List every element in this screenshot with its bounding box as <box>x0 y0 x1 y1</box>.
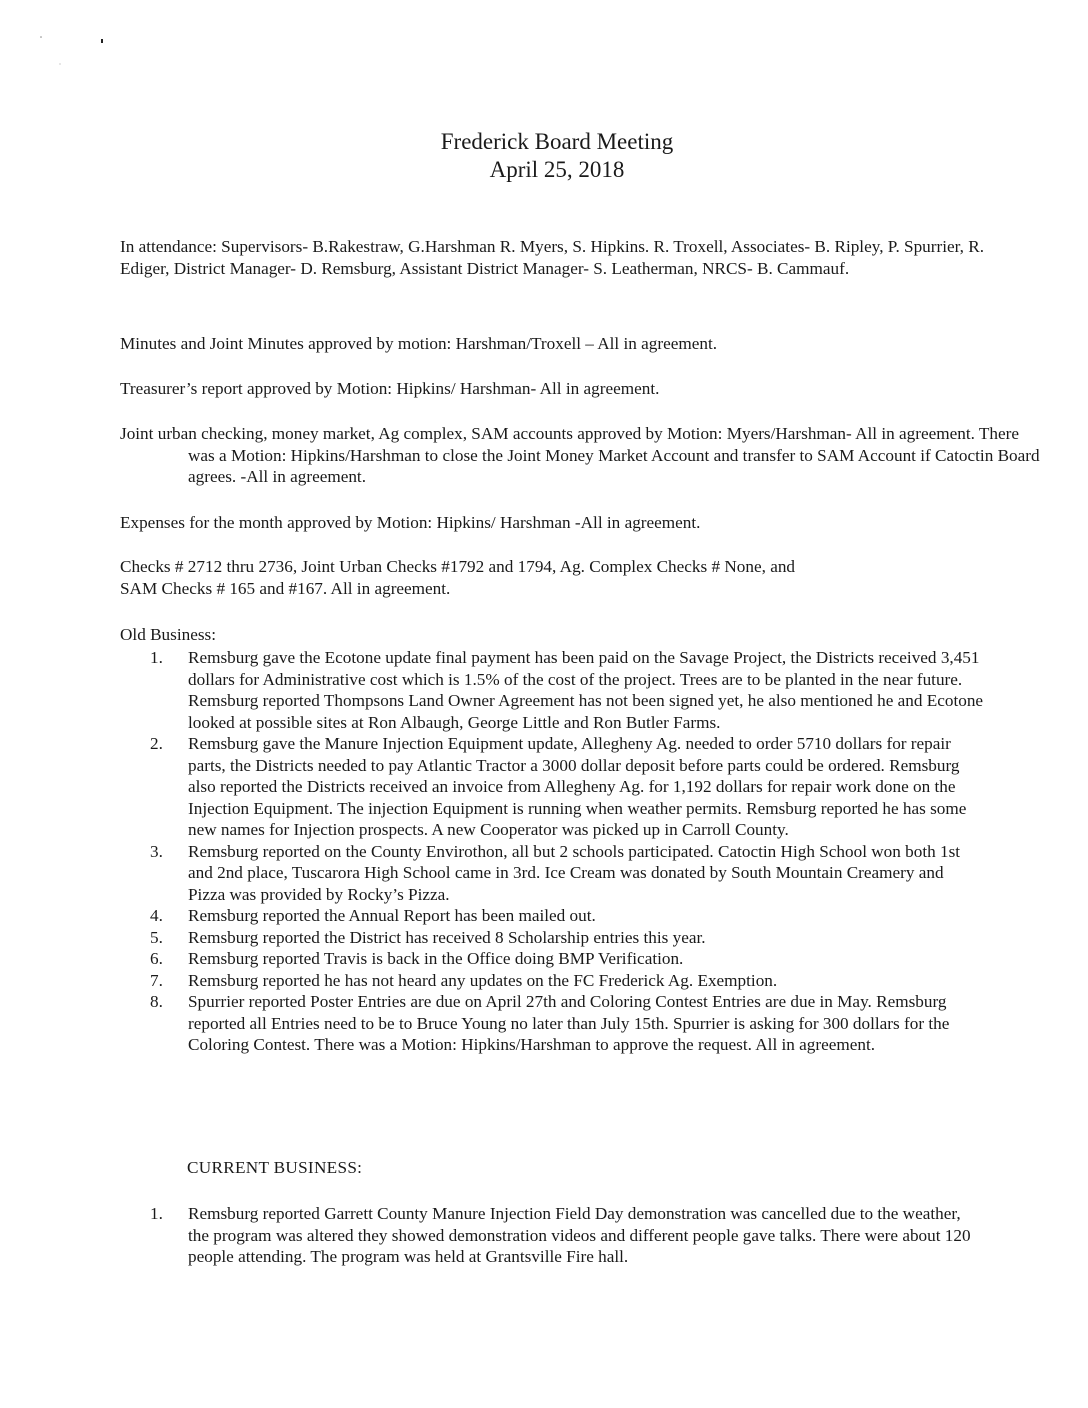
checks-line-1: Checks # 2712 thru 2736, Joint Urban Checks #1792 and 1794, Ag. Complex Checks # None, and <box>120 557 796 576</box>
item-number: 1. <box>150 648 163 667</box>
joint-urban-paragraph: Joint urban checking, money market, Ag complex, SAM accounts approved by Motion: Myers/Harshman- All in agreement. There was a Motion: Hipkins/Harshman to close the Joint Money Market Account and transfer to SAM Account if Catoctin Board agrees. -All in agreement. <box>120 424 1040 486</box>
item-number: 3. <box>150 841 163 861</box>
checks-line-2: SAM Checks # 165 and #167. All in agreement. <box>120 578 451 598</box>
checks-paragraph <box>120 556 1000 599</box>
item-number: 6. <box>150 949 163 968</box>
item-text: Remsburg reported he has not heard any updates on the FC Frederick Ag. Exemption. <box>188 970 778 990</box>
old-business-item <box>150 647 985 733</box>
old-business-item <box>150 991 985 1056</box>
minutes-paragraph: Minutes and Joint Minutes approved by motion: Harshman/Troxell – All in agreement. <box>120 334 718 353</box>
item-number: 5. <box>150 927 163 947</box>
old-business-item <box>150 948 985 970</box>
item-number: 7. <box>150 970 163 990</box>
current-business-item <box>150 1203 985 1268</box>
current-business-heading: CURRENT BUSINESS: <box>187 1158 363 1177</box>
old-business-item <box>150 733 985 841</box>
item-text: Remsburg reported on the County Envirothon, all but 2 schools participated. Catoctin High School won both 1st and 2nd place, Tuscarora High School came in 3rd. Ice Cream was donated by South Mountain Creamery and Pizza was provided by Rocky’s Pizza. <box>188 841 961 904</box>
treasurer-paragraph: Treasurer’s report approved by Motion: Hipkins/ Harshman- All in agreement. <box>120 379 660 398</box>
document-header <box>0 128 1088 184</box>
document-title: Frederick Board Meeting <box>440 129 674 154</box>
attendance-paragraph: In attendance: Supervisors- B.Rakestraw, G.Harshman R. Myers, S. Hipkins. R. Troxell, Associates- B. Ripley, P. Spurrier, R. Ediger, District Manager- D. Remsburg, Assistant District Manager- S. Leatherman, NRCS- B. Cammauf. <box>120 237 985 278</box>
item-number: 2. <box>150 734 163 753</box>
old-business-item <box>150 970 985 992</box>
old-business-item <box>150 927 985 949</box>
item-text: Remsburg reported the Annual Report has been mailed out. <box>188 906 596 925</box>
old-business-heading: Old Business: <box>120 625 216 644</box>
current-business-list <box>150 1203 985 1268</box>
old-business-item <box>150 841 985 906</box>
item-text: Spurrier reported Poster Entries are due on April 27th and Coloring Contest Entries are due in May. Remsburg reported all Entries need to be to Bruce Young no later than July 15th. Spurrier is asking for 300 dollars for the Coloring Contest. There was a Motion: Hipkins/Harshman to approve the request. All in agreement. <box>188 992 950 1054</box>
scan-specks <box>0 0 140 80</box>
expenses-paragraph: Expenses for the month approved by Motion: Hipkins/ Harshman -All in agreement. <box>120 513 701 532</box>
document-date: April 25, 2018 <box>489 157 625 182</box>
item-number: 4. <box>150 906 163 925</box>
old-business-list <box>150 647 985 1056</box>
old-business-item <box>150 905 985 927</box>
item-text: Remsburg reported Garrett County Manure Injection Field Day demonstration was cancelled due to the weather, the program was altered they showed demonstration videos and different people gave talks. There were about 120 people attending. The program was held at Grantsville Fire hall. <box>188 1204 971 1266</box>
item-text: Remsburg gave the Manure Injection Equipment update, Allegheny Ag. needed to order 5710 dollars for repair parts, the Districts needed to pay Atlantic Tractor a 3000 dollar deposit before parts could be ordered. Remsburg also reported the Districts received an invoice from Allegheny Ag. for 1,192 dollars for repair work done on the Injection Equipment. The injection Equipment is running when weather permits. Remsburg reported he has some new names for Injection prospects. A new Cooperator was picked up in Carroll County. <box>188 734 967 839</box>
item-text: Remsburg gave the Ecotone update final payment has been paid on the Savage Project, the Districts received 3,451 dollars for Administrative cost which is 1.5% of the cost of the project. Trees are to be planted in the near future. Remsburg reported Thompsons Land Owner Agreement has not been signed yet, he also mentioned he and Ecotone looked at possible sites at Ron Albaugh, George Little and Ron Butler Farms. <box>188 648 984 732</box>
item-text: Remsburg reported Travis is back in the Office doing BMP Verification. <box>188 949 684 968</box>
item-number: 1. <box>150 1204 163 1223</box>
item-text: Remsburg reported the District has received 8 Scholarship entries this year. <box>188 927 706 947</box>
item-number: 8. <box>150 992 163 1011</box>
